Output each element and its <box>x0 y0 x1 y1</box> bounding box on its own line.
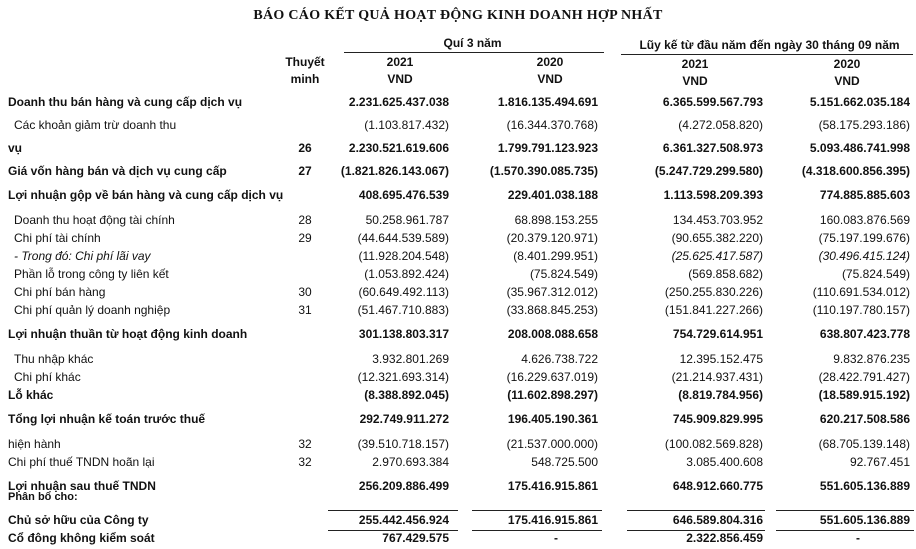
value-col2: 175.416.915.861 <box>507 513 598 527</box>
value-col3: (25.625.417.587) <box>671 249 763 263</box>
table-row <box>0 352 916 370</box>
value-col3: 6.361.327.508.973 <box>662 141 763 155</box>
value-col2: (1.570.390.085.735) <box>489 164 598 178</box>
row-label: Phần lỗ trong công ty liên kết <box>14 267 169 281</box>
row-label: Doanh thu bán hàng và cung cấp dịch vụ <box>8 95 243 109</box>
table-row <box>0 513 916 531</box>
value-col3: 134.453.703.952 <box>672 213 763 227</box>
col3-unit: VND <box>682 74 708 88</box>
row-label: Lợi nhuận gộp về bán hàng và cung cấp dịch vụ <box>8 188 284 202</box>
value-col3: (5.247.729.299.580) <box>654 164 763 178</box>
row-label: Tổng lợi nhuận kế toán trước thuế <box>8 412 206 426</box>
total-rule-col4-bottom <box>776 530 914 531</box>
value-col2: (35.967.312.012) <box>506 285 598 299</box>
value-col1: 255.442.456.924 <box>358 513 449 527</box>
row-label: Chủ sở hữu của Công ty <box>8 513 149 527</box>
col1-unit: VND <box>387 72 413 86</box>
row-label: Giá vốn hàng bán và dịch vụ cung cấp <box>8 164 227 178</box>
value-col3: (90.655.382.220) <box>671 231 763 245</box>
table-row <box>0 285 916 303</box>
note-header-line2: minh <box>290 72 320 86</box>
value-col4: (18.589.915.192) <box>818 388 910 402</box>
value-col1: 2.231.625.437.038 <box>348 95 449 109</box>
value-col1: 50.258.961.787 <box>365 213 449 227</box>
table-row <box>0 188 916 206</box>
value-col2: (21.537.000.000) <box>506 437 598 451</box>
row-label: Các khoản giảm trừ doanh thu <box>14 118 177 132</box>
value-col2: 1.799.791.123.923 <box>497 141 598 155</box>
value-col2: - <box>554 531 558 545</box>
row-label: - Trong đó: Chi phí lãi vay <box>14 249 151 263</box>
value-col4: (4.318.600.856.395) <box>801 164 910 178</box>
value-col2: 229.401.038.188 <box>507 188 598 202</box>
value-col1: 3.932.801.269 <box>372 352 449 366</box>
value-col4: 92.767.451 <box>849 455 910 469</box>
quarter-header-rule <box>344 52 604 53</box>
value-col4: 160.083.876.569 <box>819 213 910 227</box>
total-rule-col4 <box>776 510 914 511</box>
value-col3: 754.729.614.951 <box>672 327 763 341</box>
row-label: Phân bổ cho: <box>8 491 78 503</box>
value-col2: (11.602.898.297) <box>507 388 598 402</box>
value-col4: 551.605.136.889 <box>819 513 910 527</box>
row-note: 31 <box>298 303 312 317</box>
total-rule-col1 <box>328 510 458 511</box>
value-col1: (11.928.204.548) <box>358 249 449 263</box>
col4-year: 2020 <box>833 57 861 71</box>
value-col3: 6.365.599.567.793 <box>662 95 763 109</box>
total-rule-col3-bottom <box>627 530 765 531</box>
value-col3: (569.858.682) <box>688 267 763 281</box>
value-col3: 3.085.400.608 <box>686 455 763 469</box>
value-col4: 774.885.885.603 <box>819 188 910 202</box>
value-col1: (60.649.492.113) <box>358 285 449 299</box>
total-rule-col3 <box>627 510 765 511</box>
value-col4: 5.151.662.035.184 <box>809 95 910 109</box>
value-col1: (12.321.693.314) <box>357 370 449 384</box>
col2-year: 2020 <box>536 55 564 69</box>
value-col2: (16.229.637.019) <box>506 370 598 384</box>
value-col4: (75.197.199.676) <box>818 231 910 245</box>
value-col2: 1.816.135.494.691 <box>497 95 598 109</box>
value-col1: 408.695.476.539 <box>358 188 449 202</box>
value-col4: - <box>856 531 860 545</box>
value-col3: (4.272.058.820) <box>678 118 763 132</box>
value-col3: (21.214.937.431) <box>671 370 763 384</box>
value-col1: (39.510.718.157) <box>357 437 449 451</box>
col1-year: 2021 <box>386 55 414 69</box>
table-row <box>0 231 916 249</box>
row-label: Chi phí thuế TNDN hoãn lại <box>8 455 155 469</box>
table-row <box>0 370 916 388</box>
value-col1: (8.388.892.045) <box>364 388 449 402</box>
value-col1: 2.230.521.619.606 <box>348 141 449 155</box>
table-row <box>0 267 916 285</box>
value-col1: 767.429.575 <box>382 531 449 545</box>
table-row <box>0 455 916 473</box>
row-label: Thu nhập khác <box>14 352 94 366</box>
row-label: Lợi nhuận thuần từ hoạt động kinh doanh <box>8 327 248 341</box>
value-col1: (51.467.710.883) <box>357 303 449 317</box>
value-col2: 68.898.153.255 <box>514 213 598 227</box>
row-note: 32 <box>298 455 312 469</box>
quarter-header: Quí 3 năm <box>443 36 502 50</box>
value-col3: (8.819.784.956) <box>678 388 763 402</box>
row-note: 26 <box>298 141 312 155</box>
value-col4: 620.217.508.586 <box>819 412 910 426</box>
value-col1: 301.138.803.317 <box>358 327 449 341</box>
row-label: Chi phí khác <box>14 370 81 384</box>
value-col1: 292.749.911.272 <box>359 412 449 426</box>
value-col1: (44.644.539.589) <box>357 231 449 245</box>
value-col2: (16.344.370.768) <box>506 118 598 132</box>
value-col4: (28.422.791.427) <box>818 370 910 384</box>
value-col4: 5.093.486.741.998 <box>809 141 910 155</box>
table-row <box>0 388 916 406</box>
table-row <box>0 141 916 159</box>
col4-unit: VND <box>834 74 860 88</box>
row-note: 32 <box>298 437 312 451</box>
note-header-line1: Thuyết <box>285 55 325 69</box>
value-col2: (8.401.299.951) <box>513 249 598 263</box>
value-col1: (1.053.892.424) <box>364 267 449 281</box>
row-label: Lỗ khác <box>8 388 54 402</box>
value-col3: 12.395.152.475 <box>679 352 763 366</box>
value-col1: 2.970.693.384 <box>372 455 449 469</box>
table-row <box>0 249 916 267</box>
table-row <box>0 95 916 113</box>
table-row <box>0 213 916 231</box>
table-row <box>0 118 916 136</box>
value-col4: (110.197.780.157) <box>812 303 910 317</box>
value-col2: 196.405.190.361 <box>507 412 598 426</box>
value-col4: (68.705.139.148) <box>818 437 910 451</box>
value-col2: (33.868.845.253) <box>506 303 598 317</box>
value-col3: (100.082.569.828) <box>664 437 763 451</box>
value-col3: (250.255.830.226) <box>664 285 763 299</box>
table-row <box>0 164 916 182</box>
ytd-header-rule <box>621 54 913 55</box>
value-col2: (20.379.120.971) <box>506 231 598 245</box>
row-label: Chi phí bán hàng <box>14 285 106 299</box>
value-col3: 1.113.598.209.393 <box>663 188 763 202</box>
table-row <box>0 327 916 345</box>
value-col3: 2.322.856.459 <box>686 531 763 545</box>
value-col3: 648.912.660.775 <box>672 479 763 493</box>
row-note: 29 <box>298 231 312 245</box>
row-label: Chi phí quản lý doanh nghiệp <box>14 303 171 317</box>
value-col2: 548.725.500 <box>531 455 598 469</box>
value-col2: 4.626.738.722 <box>521 352 598 366</box>
value-col1: (1.103.817.432) <box>364 118 449 132</box>
value-col3: 745.909.829.995 <box>672 412 763 426</box>
table-row <box>0 303 916 321</box>
value-col4: 9.832.876.235 <box>833 352 910 366</box>
value-col4: (110.691.534.012) <box>812 285 910 299</box>
value-col1: 256.209.886.499 <box>358 479 449 493</box>
value-col2: (75.824.549) <box>529 267 598 281</box>
value-col4: 638.807.423.778 <box>819 327 910 341</box>
row-label: vụ <box>8 141 23 155</box>
value-col4: (58.175.293.186) <box>818 118 910 132</box>
total-rule-col2 <box>472 510 602 511</box>
value-col1: (1.821.826.143.067) <box>340 164 449 178</box>
row-label: Chi phí tài chính <box>14 231 101 245</box>
value-col4: (30.496.415.124) <box>818 249 910 263</box>
value-col3: (151.841.227.266) <box>664 303 763 317</box>
value-col4: 551.605.136.889 <box>819 479 910 493</box>
value-col2: 208.008.088.658 <box>507 327 598 341</box>
report-title: BÁO CÁO KẾT QUẢ HOẠT ĐỘNG KINH DOANH HỢP NHẤT <box>253 8 663 23</box>
row-label: Doanh thu hoạt động tài chính <box>14 213 175 227</box>
row-note: 27 <box>298 164 312 178</box>
col2-unit: VND <box>537 72 563 86</box>
col3-year: 2021 <box>681 57 709 71</box>
total-rule-col2-bottom <box>472 530 602 531</box>
row-note: 30 <box>298 285 312 299</box>
row-label: Cổ đông không kiểm soát <box>8 531 155 545</box>
row-label: Lợi nhuận sau thuế TNDN <box>8 479 156 493</box>
ytd-header: Lũy kế từ đầu năm đến ngày 30 tháng 09 năm <box>639 38 900 52</box>
row-label: hiện hành <box>8 437 61 451</box>
value-col4: (75.824.549) <box>841 267 910 281</box>
total-rule-col1-bottom <box>328 530 458 531</box>
table-row <box>0 437 916 455</box>
value-col2: 175.416.915.861 <box>507 479 598 493</box>
table-row <box>0 531 916 549</box>
row-note: 28 <box>298 213 312 227</box>
value-col3: 646.589.804.316 <box>672 513 763 527</box>
table-row <box>0 412 916 430</box>
